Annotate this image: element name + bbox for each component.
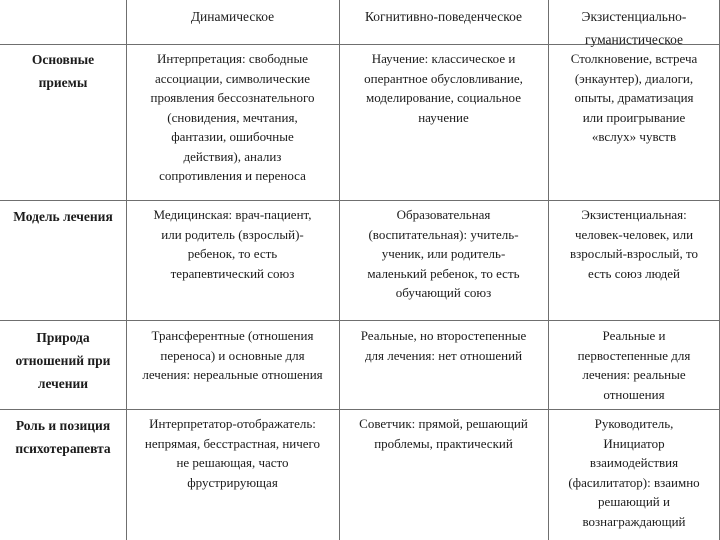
table-cell: Интерпретация: свободные ассоциации, символические проявления бессознательного (сновидения, мечтания, фантазии, ошибочные действия), анализ сопротивления и переноса [150,51,315,183]
column-header-existential-humanistic: Экзистенциально- гуманистическое [581,9,687,47]
row-label-treatment-model: Модель лечения [13,209,113,224]
row-divider [0,320,720,321]
table-cell: Реальные, но второстепенные для лечения: нет отношений [360,328,527,363]
table-cell: Экзистенциальная: человек-человек, или взрослый-взрослый, то есть союз людей [570,207,698,281]
table-cell: Советчик: прямой, решающий проблемы, практический [359,416,528,451]
row-label-therapist-role: Роль и позиция психотерапевта [15,418,111,456]
row-divider [0,200,720,201]
row-label-main-techniques: Основные приемы [31,52,95,90]
table-cell: Медицинская: врач-пациент, или родитель (взрослый)- ребенок, то есть терапевтический союз [153,207,312,281]
table-cell: Столкновение, встреча (энкаунтер), диалоги, опыты, драматизация или проигрывание «вслух» чувств [570,51,698,144]
table-cell: Образовательная (воспитательная): учитель- ученик, или родитель- маленький ребенок, то есть обучающий союз [367,207,520,300]
column-header-dynamic: Динамическое [190,9,275,24]
table-cell: Реальные и первостепенные для лечения: реальные отношения [577,328,691,402]
table-cell: Руководитель, Инициатор взаимодействия (фасилитатор): взаимно решающий и вознаграждающий [568,416,700,529]
table-cell: Научение: классическое и оперантное обусловливание, моделирование, социальное научение [364,51,523,125]
row-divider [0,409,720,410]
table-cell: Интерпретатор-отображатель: непрямая, бесстрастная, ничего не решающая, часто фрустрирующая [144,416,321,490]
table-cell: Трансферентные (отношения переноса) и основные для лечения: нереальные отношения [142,328,323,382]
column-header-cognitive-behavioral: Когнитивно-поведенческое [364,9,523,24]
row-label-relationship-nature: Природа отношений при лечении [15,330,111,391]
